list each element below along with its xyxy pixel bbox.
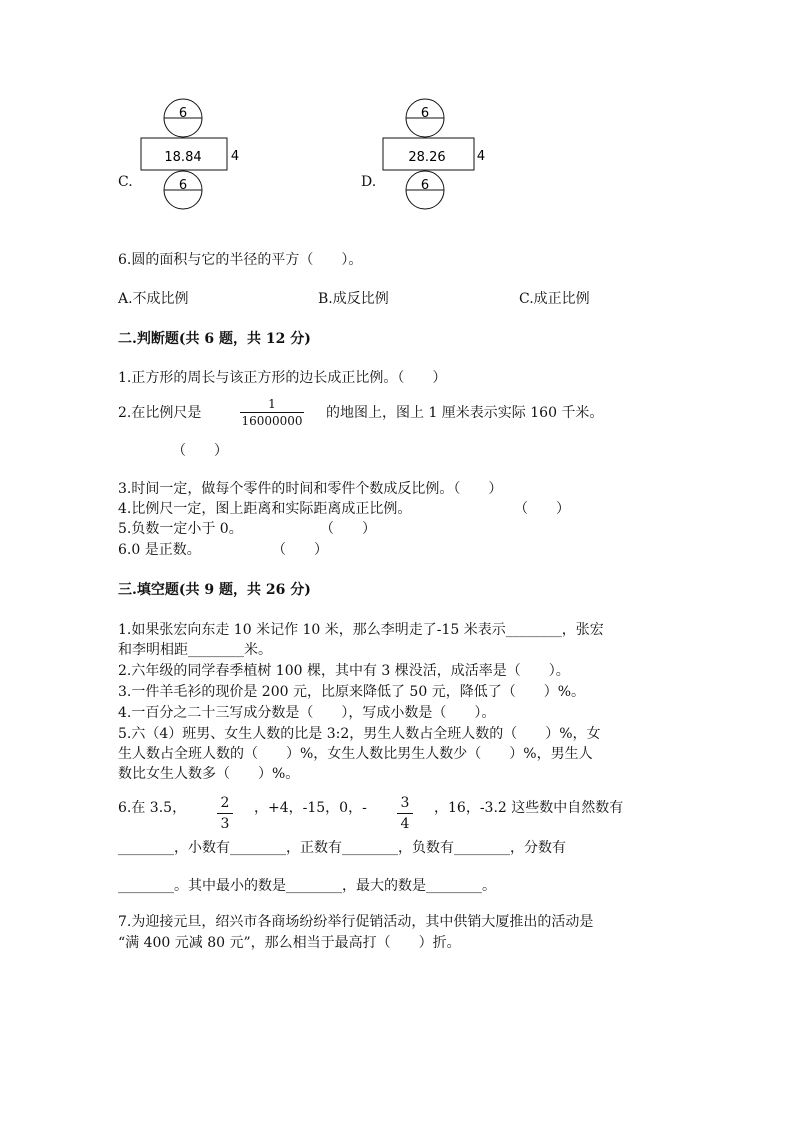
s3-q7-line1: 7.为迎接元旦，绍兴市各商场纷纷举行促销活动，其中供销大厦推出的活动是	[118, 914, 594, 930]
fraction-two-thirds-denominator: 3	[220, 816, 230, 832]
s2-q2-paren: （ ）	[172, 443, 228, 459]
fraction-three-quarters	[397, 795, 413, 832]
option-d-figure	[380, 98, 490, 214]
s3-q2: 2.六年级的同学春季植树 100 棵，其中有 3 棵没活，成活率是（ ）。	[118, 663, 570, 679]
s3-q5-line2: 生人数占全班人数的（ ）%，女生人数比男生人数少（ ）%，男生人	[118, 746, 593, 762]
s3-q7-line2: “满 400 元减 80 元”，那么相当于最高打（ ）折。	[118, 935, 461, 951]
option-d-side-label: 4	[476, 149, 486, 164]
option-c-letter: C.	[118, 174, 133, 190]
s2-q6: 6.0 是正数。	[118, 542, 201, 558]
s3-q1-line1: 1.如果张宏向东走 10 米记作 10 米，那么李明走了-15 米表示________，张宏	[118, 622, 604, 638]
s3-q6-line3: ________。其中最小的数是________，最大的数是________。	[118, 878, 496, 894]
option-d-rect-label: 28.26	[408, 150, 446, 165]
q6-option-a: A.不成比例	[118, 291, 189, 307]
scale-fraction-denominator: 16000000	[241, 414, 303, 428]
s2-q2-prefix: 2.在比例尺是	[118, 405, 202, 421]
section3-title: 三.填空题(共 9 题，共 26 分)	[118, 582, 311, 598]
option-d-top-label: 6	[420, 106, 430, 121]
s3-q4: 4.一百分之二十三写成分数是（ ），写成小数是（ ）。	[118, 705, 496, 721]
scale-fraction-numerator: 1	[268, 397, 276, 411]
q6-option-b: B.成反比例	[318, 291, 389, 307]
s2-q5-paren: （ ）	[320, 521, 376, 537]
s2-q1: 1.正方形的周长与该正方形的边长成正比例。（ ）	[118, 370, 447, 386]
s2-q4: 4.比例尺一定，图上距离和实际距离成正比例。	[118, 501, 412, 517]
q6-question: 6.圆的面积与它的半径的平方（ ）。	[118, 252, 363, 268]
option-d-bottom-label: 6	[420, 178, 430, 193]
option-c-bottom-label: 6	[178, 178, 188, 193]
q6-option-c: C.成正比例	[519, 291, 590, 307]
fraction-three-quarters-numerator: 3	[400, 795, 410, 811]
scale-fraction	[240, 397, 304, 428]
s3-q1-line2: 和李明相距________米。	[118, 642, 272, 658]
s2-q2-suffix: 的地图上，图上 1 厘米表示实际 160 千米。	[326, 405, 604, 421]
option-c-top-label: 6	[178, 106, 188, 121]
s2-q4-paren: （ ）	[514, 501, 570, 517]
option-c-rect-label: 18.84	[164, 150, 202, 165]
s3-q6-part-c: ，16，-3.2 这些数中自然数有	[434, 800, 624, 816]
s2-q6-paren: （ ）	[272, 542, 328, 558]
s3-q6-line2: ________，小数有________，正数有________，负数有________，分数有	[118, 840, 566, 856]
s3-q5-line3: 数比女生人数多（ ）%。	[118, 766, 300, 782]
option-c-side-label: 4	[230, 149, 240, 164]
section2-title: 二.判断题(共 6 题，共 12 分)	[118, 331, 311, 347]
s3-q6-part-b: ，+4，-15，0，-	[254, 800, 367, 816]
s3-q5-line1: 5.六（4）班男、女生人数的比是 3:2，男生人数占全班人数的（ ）%，女	[118, 726, 601, 742]
s3-q6-part-a: 6.在 3.5，	[118, 800, 187, 816]
fraction-three-quarters-denominator: 4	[400, 816, 410, 832]
s3-q3: 3.一件羊毛衫的现价是 200 元，比原来降低了 50 元，降低了（ ）%。	[118, 684, 585, 700]
fraction-two-thirds	[217, 795, 233, 832]
fraction-two-thirds-numerator: 2	[220, 795, 230, 811]
s2-q5: 5.负数一定小于 0。	[118, 521, 243, 537]
option-c-figure	[138, 98, 248, 214]
s2-q3: 3.时间一定，做每个零件的时间和零件个数成反比例。（ ）	[118, 481, 503, 497]
option-d-letter: D.	[361, 174, 377, 190]
